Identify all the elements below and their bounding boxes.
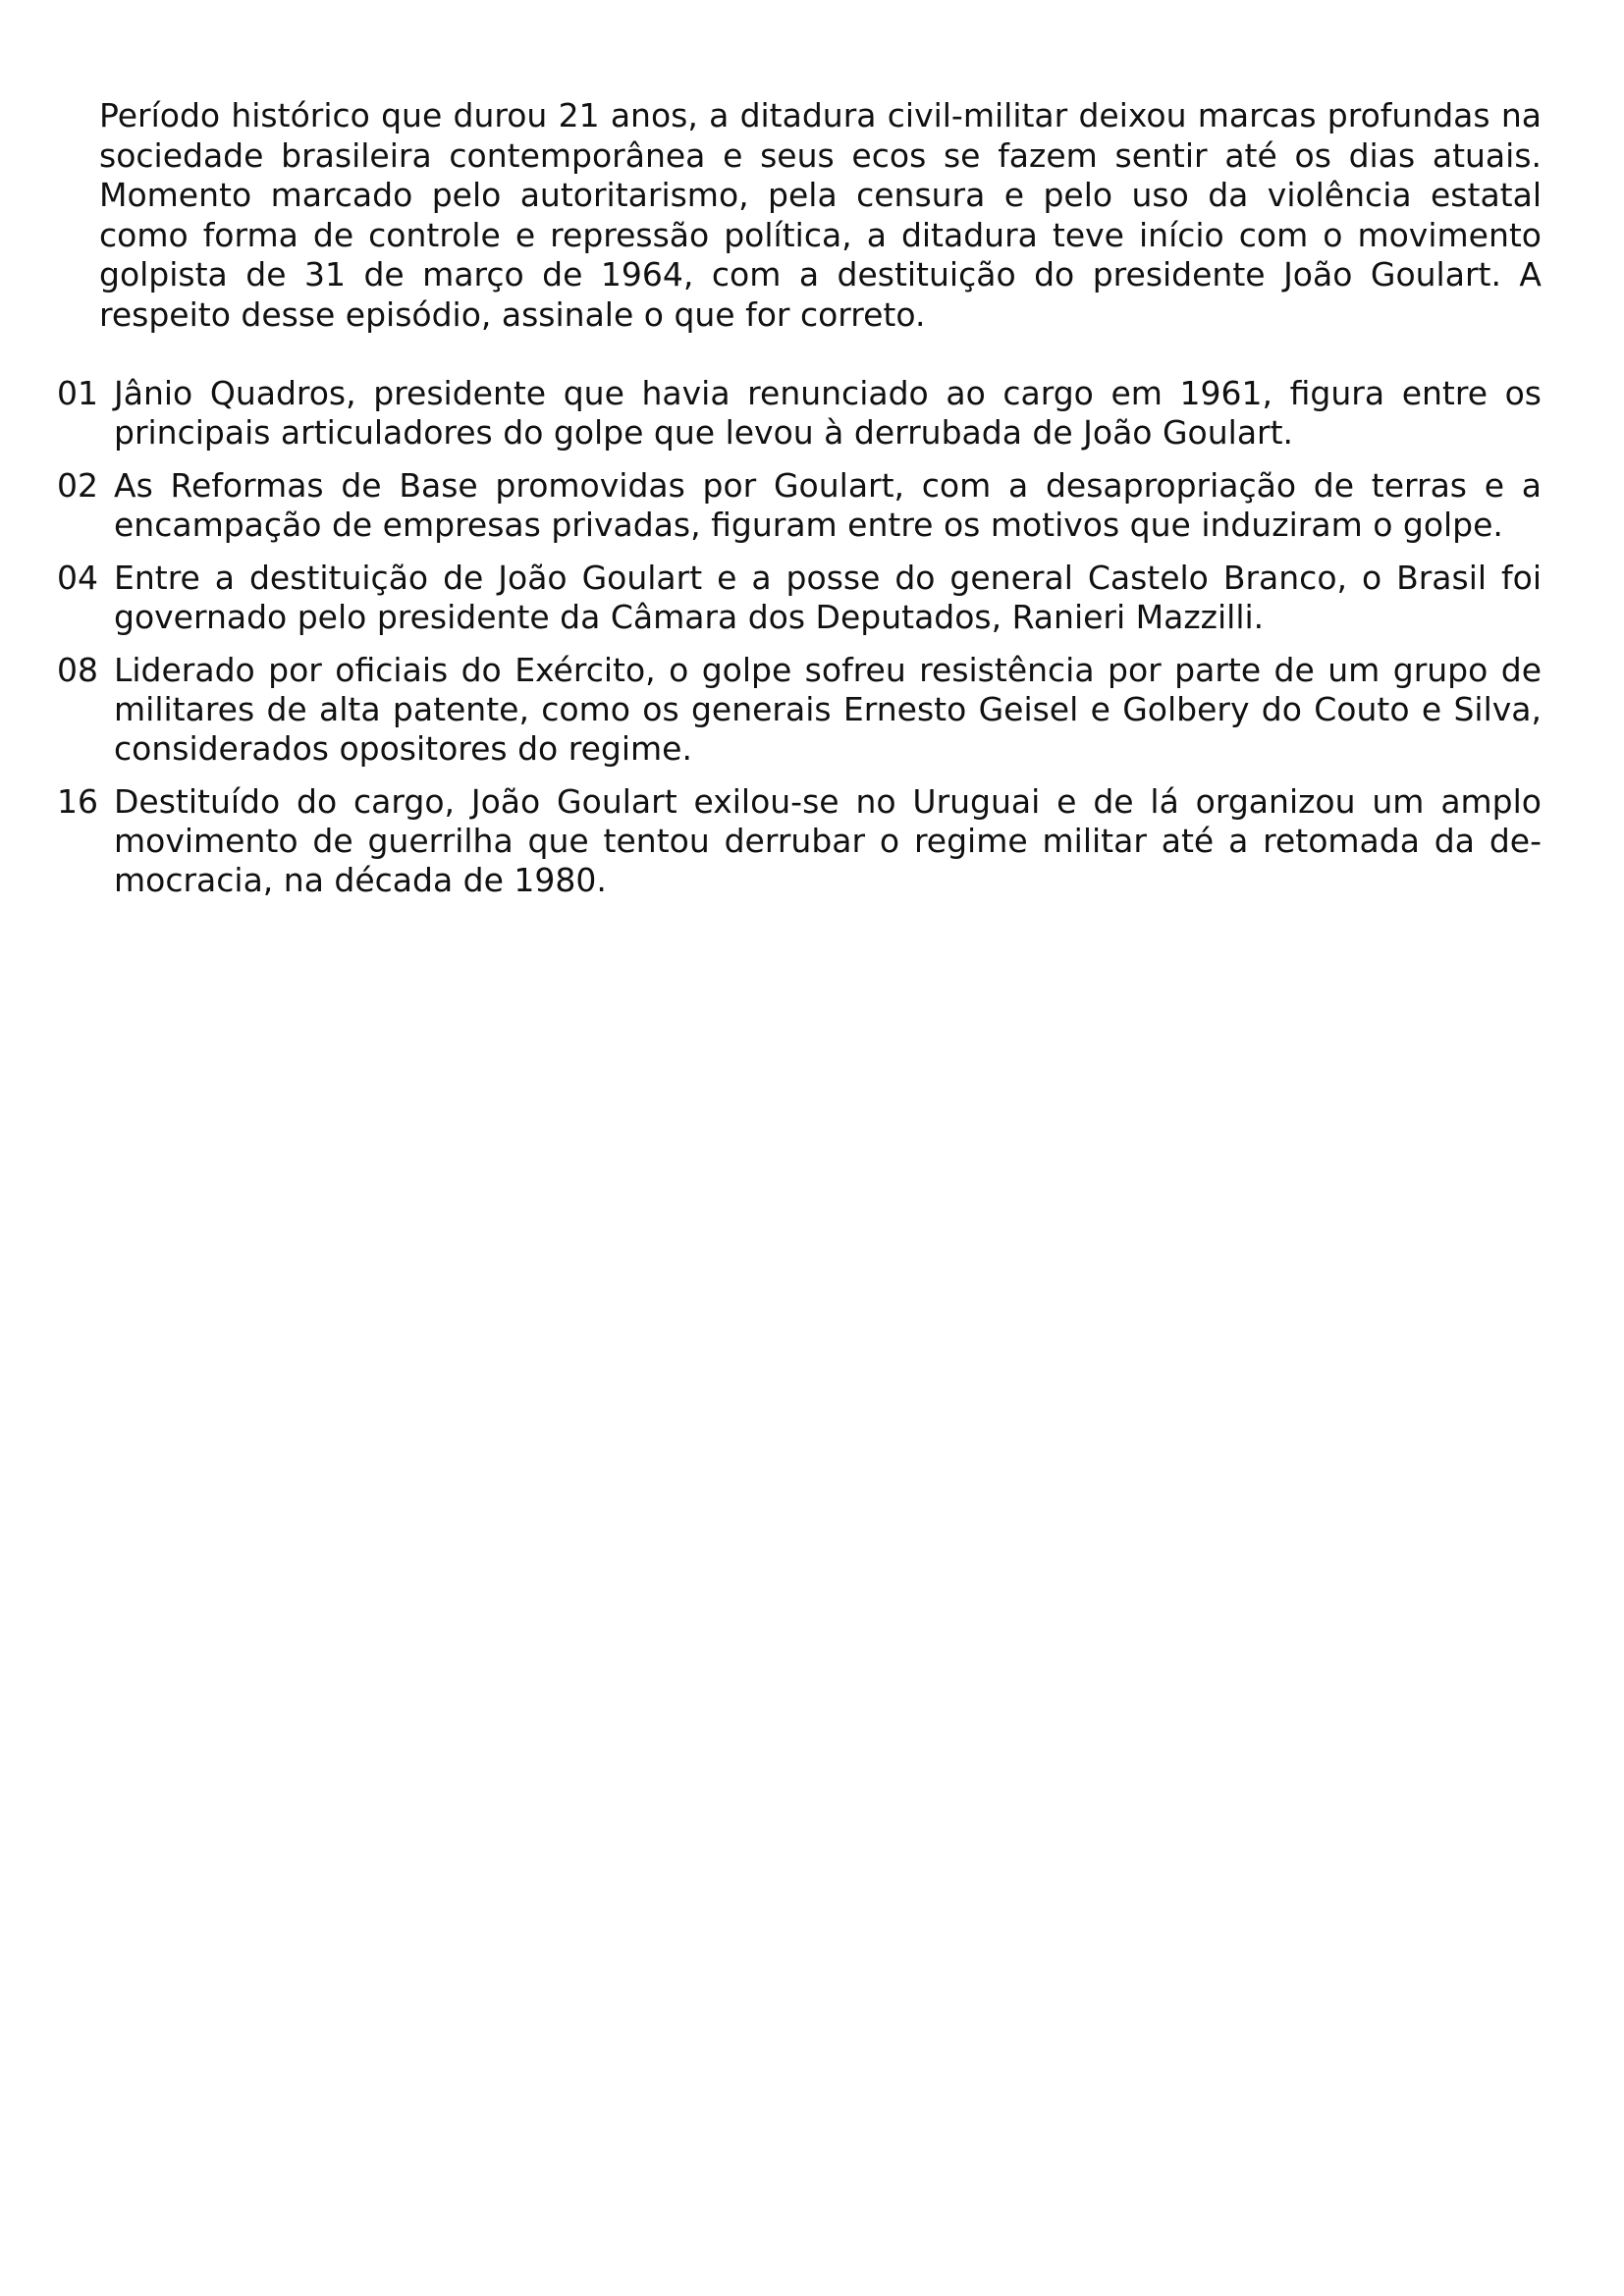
option-number: 16 [57,782,98,821]
option-text: Destituído do cargo, João Goulart exilou-se no Uruguai e de lá organizou um amplo movimento de guerrilha que tentou derrubar o regime militar até a retomada da democracia, na década de 1980. [114,782,1542,899]
answer-option-16 [57,782,1542,900]
answer-option-02 [57,466,1542,545]
option-text: Entre a destituição de João Goulart e a posse do general Castelo Branco, o Brasil foi governado pelo presidente da Câmara dos Deputados, Ranieri Mazzilli. [114,559,1542,636]
question-intro: Período histórico que durou 21 anos, a ditadura civil-militar deixou marcas profundas na sociedade brasileira contemporânea e seus ecos se fazem sentir até os dias atuais. Momento marcado pelo autoritarismo, pela censura e pelo uso da violência estatal como forma de controle e repressão política, a ditadura teve início com o movimento golpista de 31 de março de 1964, com a destituição do presidente João Goulart. A respeito desse episódio, assinale o que for correto. [99,96,1542,334]
option-text: Jânio Quadros, presidente que havia renunciado ao cargo em 1961, figura entre os principais articuladores do golpe que levou à derrubada de João Goulart. [114,374,1542,452]
option-number: 08 [57,651,98,689]
option-number: 04 [57,559,98,597]
question-page [57,96,1542,914]
answer-option-08 [57,651,1542,769]
option-number: 01 [57,374,98,412]
option-number: 02 [57,466,98,505]
answer-option-01 [57,374,1542,453]
answer-option-04 [57,559,1542,637]
option-text: As Reformas de Base promovidas por Goulart, com a desapropriação de terras e a encampação de empresas privadas, figuram entre os motivos que induziram o golpe. [114,466,1542,544]
answer-options-list [57,374,1542,900]
option-text: Liderado por oficiais do Exército, o golpe sofreu resistência por parte de um grupo de militares de alta patente, como os generais Ernesto Geisel e Golbery do Couto e Silva, considerados opositores do regime. [114,651,1542,768]
